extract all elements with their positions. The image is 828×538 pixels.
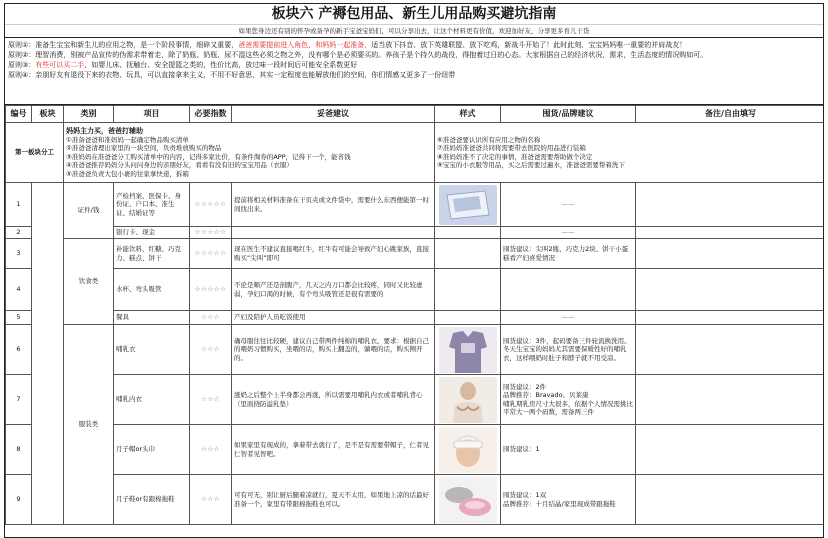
principle-4: 原则④：亲朋好友有退役下来的衣物、玩具，可以直接拿来主义，不用不好意思，其实一定程度也能解放他们的空间，你们情感又更多了一份纽带 <box>8 71 456 79</box>
slippers-icon <box>439 477 497 523</box>
table-row <box>6 183 825 227</box>
category-cell: 饮食类 <box>64 239 114 325</box>
intro-line: ⑨宝宝的小衣服等用品，买之后需要过遍水，准爸爸需要帮着洗下 <box>437 161 625 169</box>
brand-cell: 囤货建议：1 <box>501 425 636 475</box>
table-row <box>6 425 825 475</box>
style-image <box>435 475 501 525</box>
row-num: 8 <box>6 425 32 475</box>
intro-line: ⑥准爸爸要认识所有应用之物的名称 <box>437 135 541 144</box>
necessity-stars: ☆☆☆☆☆ <box>190 183 232 227</box>
row-num: 9 <box>6 475 32 525</box>
advice-cell: 现在医生不建议直接喝红牛，红牛有可能会导致产妇心跳家族，直接购买“尖叫”即可 <box>232 239 435 269</box>
principle-2: 原则②：理智消费，别被产品宣传的伪需求带着走，除了奶瓶、奶瓶、尿不湿这些必须之物之外，没有哪个是必须要买的。养孩子是个持久的战役，得抱着过日的心态。大家根据自己的经济状况，需求，生活态度的情况购如可。 <box>8 51 708 59</box>
style-image <box>435 375 501 425</box>
advice-cell: 涨奶之后整个上半身都会再涨，所以需要用哺乳内衣或者哺乳背心（里面挠防溢乳垫） <box>232 375 435 425</box>
style-cell <box>435 311 501 325</box>
row-num: 5 <box>6 311 32 325</box>
item-cell: 水杯、弯头吸管 <box>114 269 190 311</box>
row-num: 6 <box>6 325 32 375</box>
advice-cell: 如果家里有现成的，拿着带去就行了，是不是有需要带帽子，仁者见仁智者见智吧。 <box>232 425 435 475</box>
brand-cell: 囤货建议：2件 品牌推荐：Bravado、贝莱康 哺乳期乳房尺寸大很多，依据个人情况需挑比平常大一两个码数，需备两三件 <box>501 375 636 425</box>
table-row <box>6 375 825 425</box>
item-cell: 哺乳内衣 <box>114 375 190 425</box>
style-image <box>435 325 501 375</box>
necessity-stars: ☆☆☆ <box>190 425 232 475</box>
brand-cell: 囤货建议：尖叫2瓶、巧克力2块、饼干小蛋糕看产妇喜爱情况 <box>501 239 636 269</box>
spreadsheet-sheet <box>4 3 824 538</box>
section-intro-left <box>64 123 435 183</box>
necessity-stars: ☆☆☆☆☆ <box>190 227 232 239</box>
advice-cell: 提前将相关材料准备在干页夹或文件袋中，需要什么东西便能第一时间找出来。 <box>232 183 435 227</box>
brand-cell: —— <box>501 183 636 227</box>
headband-icon <box>439 427 497 473</box>
notes-cell[interactable] <box>636 325 825 375</box>
item-cell: 银行卡、现金 <box>114 227 190 239</box>
section-name: 第一板块分工 <box>6 123 64 183</box>
intro-line: ②准爸爸清理出家里的一块空间，负责堆放购买的物品 <box>66 144 222 152</box>
necessity-stars: ☆☆☆☆☆ <box>190 239 232 269</box>
advice-cell: 确母服往往比较硬，建议自己带两件纯棉的哺乳衣。要求：根据自己的喂奶习惯购买，坐喂的话，购买上翻盖的，躺喂的话，购买侧开的。 <box>232 325 435 375</box>
style-cell <box>435 227 501 239</box>
page-title: 板块六 产褥包用品、新生儿用品购买避坑指南 <box>5 4 823 25</box>
document-folder-icon <box>439 185 497 225</box>
header-num: 编号 <box>6 106 32 123</box>
category-cell: 服装类 <box>64 325 114 525</box>
intro-line: ④准爸爸推荐妈妈分头问问身边的亲朋好友，看看有没有旧的宝宝用品（衣服） <box>66 161 293 169</box>
style-image <box>435 183 501 227</box>
notes-cell[interactable] <box>636 425 825 475</box>
intro-title: 妈妈主力买，爸爸打辅助 <box>66 127 143 135</box>
advice-cell: 可有可无，别让厨后腿着凉就行，夏天不太用，如果地上凉的话最好准备一个，家里有带跟棉拖鞋也可以。 <box>232 475 435 525</box>
principles-block <box>5 38 823 105</box>
advice-cell: 产妇及陪护人员吃饭使用 <box>232 311 435 325</box>
brand-cell: 囤货建议：1双 品牌推荐：十月结晶/家里现成带跟拖鞋 <box>501 475 636 525</box>
style-cell <box>435 239 501 269</box>
row-num: 3 <box>6 239 32 269</box>
necessity-stars: ☆☆☆ <box>190 475 232 525</box>
item-cell: 餐具 <box>114 311 190 325</box>
notes-cell[interactable] <box>636 227 825 239</box>
row-num: 7 <box>6 375 32 425</box>
intro-line: ③准妈妈在准爸爸分工购买清单中的内容，记得多家比价，有条件淘券的APP，记得下一个，能省钱 <box>66 152 351 161</box>
intro-line: ⑦准妈妈准爸爸共同将需要带去医院的用品进行装箱 <box>437 144 586 152</box>
header-style: 样式 <box>435 106 501 123</box>
table-row <box>6 227 825 239</box>
header-brand: 囤货/品牌建议 <box>501 106 636 123</box>
block-cell <box>32 183 64 525</box>
item-cell: 补能饮料、红糖、巧克力、糕点、饼干 <box>114 239 190 269</box>
section-intro-row <box>6 123 825 183</box>
table-row <box>6 239 825 269</box>
intro-line: ⑤准爸爸负责大包小裹的往家拿快递，拆箱 <box>66 169 189 178</box>
necessity-stars: ☆☆☆ <box>190 375 232 425</box>
row-num: 4 <box>6 269 32 311</box>
advice-cell <box>232 227 435 239</box>
nursing-top-icon <box>439 327 497 373</box>
item-cell: 月子帽or头巾 <box>114 425 190 475</box>
table-row <box>6 269 825 311</box>
notes-cell[interactable] <box>636 375 825 425</box>
style-image <box>435 425 501 475</box>
nursing-bra-icon <box>439 377 497 423</box>
table-header-row <box>6 106 825 123</box>
header-block: 板块 <box>32 106 64 123</box>
necessity-stars: ☆☆☆ <box>190 325 232 375</box>
item-cell: 月子鞋or有跟棉拖鞋 <box>114 475 190 525</box>
header-advice: 妥爸建议 <box>232 106 435 123</box>
brand-cell: 囤货建议：3件，起码要备三件轮流换洗用。冬天生宝宝的妈妈尤其需要保暖性好的哺乳衣，这样喂奶时肚子和脖子就不用受凉。 <box>501 325 636 375</box>
category-cell: 证件/钱 <box>64 183 114 239</box>
principle-1: 原则①：准备生宝宝和新生儿的应用之物，是一个阶段事情，细碎又重要，爸爸需要提前进入角色，和妈妈一起准备，适当放下抖音、放下英雄联盟、放下吃鸡，新战斗开始了！此时此刻，宝宝妈妈唯一重要的并肩战友！ <box>8 41 687 49</box>
notes-cell[interactable] <box>636 183 825 227</box>
advice-cell: 不论是顺产还是剖腹产，几天之内刀口都会比较疼，同时又比较虚弱，孕妇口渴的时候，有个弯头吸管还是很有需要的 <box>232 269 435 311</box>
style-cell <box>435 269 501 311</box>
notes-cell[interactable] <box>636 269 825 311</box>
header-category: 类别 <box>64 106 114 123</box>
table-row <box>6 325 825 375</box>
header-notes: 备注/自由填写 <box>636 106 825 123</box>
intro-line: ①准备爸爸和准妈妈一起确定物品购买清单 <box>66 135 189 144</box>
intro-line: ⑧准妈妈准不了决定的事情，准爸爸需要帮助做个决定 <box>437 152 593 161</box>
brand-cell: —— <box>501 227 636 239</box>
header-necessity: 必要指数 <box>190 106 232 123</box>
row-num: 1 <box>6 183 32 227</box>
table-row <box>6 475 825 525</box>
item-cell: 产检档案、医保卡、身份证、户口本、准生证、结婚证等 <box>114 183 190 227</box>
necessity-stars: ☆☆☆ <box>190 311 232 325</box>
page-subtitle: 如果您身边还有别的怀孕或备孕的新手宝爸宝妈们，可以分享出去，让这个材料更有价值，欢迎加好友，分享更多育儿干货 <box>5 25 823 38</box>
brand-cell: —— <box>501 311 636 325</box>
principle-3: 原则③：有些可以买二手，如婴儿床、抚触台、安全提篮之类的，性价比高，放过味一段时间后可能安全系数更好 <box>8 61 358 69</box>
row-num: 2 <box>6 227 32 239</box>
notes-cell[interactable] <box>636 311 825 325</box>
notes-cell[interactable] <box>636 239 825 269</box>
section-intro-right <box>435 123 825 183</box>
item-cell: 哺乳衣 <box>114 325 190 375</box>
notes-cell[interactable] <box>636 475 825 525</box>
table-row <box>6 311 825 325</box>
shopping-table <box>5 105 824 525</box>
header-item: 项目 <box>114 106 190 123</box>
necessity-stars: ☆☆☆☆☆ <box>190 269 232 311</box>
brand-cell <box>501 269 636 311</box>
